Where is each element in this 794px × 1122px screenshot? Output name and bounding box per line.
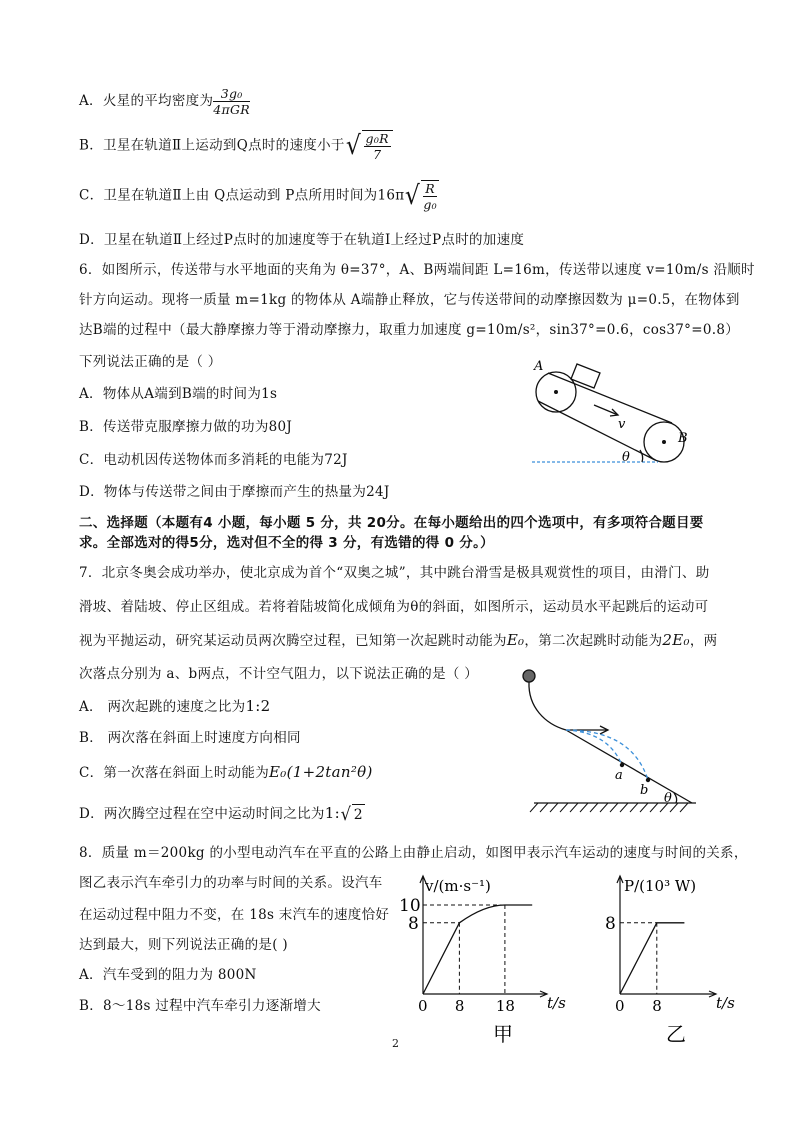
q8-stem-line3: 在运动过程中阻力不变，在 18s 末汽车的速度恰好 — [79, 907, 390, 923]
velocity-time-chart — [399, 868, 585, 1050]
q6-stem-line2: 针方向运动。现将一质量 m=1kg 的物体从 A端静止释放，它与传送带间的动摩擦因数为 μ=0.5，在物体到 — [79, 292, 740, 308]
tick-label-y-8: 8 — [408, 913, 419, 934]
q7-option-c: C．第一次落在斜面上时动能为E₀(1+2tan²θ) — [79, 763, 373, 781]
chart-jia-xlabel: t/s — [547, 994, 566, 1012]
q6-stem-line4: 下列说法正确的是（ ） — [79, 354, 222, 370]
q6-stem-line1: 6．如图所示，传送带与水平地面的夹角为 θ=37°，A、B两端间距 L=16m，传送带以速度 v=10m/s 沿顺时 — [79, 262, 755, 278]
q7-option-a: A． 两次起跳的速度之比为1:2 — [79, 697, 271, 715]
q8-stem-line1: 8．质量 m＝200kg 的小型电动汽车在平直的公路上由静止启动，如图甲表示汽车运动的速度与时间的关系， — [79, 845, 748, 861]
tick-label-y-10: 10 — [399, 896, 421, 916]
series-line — [620, 923, 684, 994]
section-two-heading-line1: 二、选择题（本题有4 小题，每小题 5 分，共 20分。在每小题给出的四个选项中，有多项符合题目要 — [79, 515, 704, 531]
page-number: 2 — [392, 1037, 399, 1050]
section-two-heading-line2: 求。全部选对的得5分，选对但不全的得 3 分，有选错的得 0 分。） — [79, 535, 494, 551]
diagram-label-b: B — [678, 431, 688, 446]
q6-option-c: C．电动机因传送物体而多消耗的电能为72J — [79, 452, 348, 468]
chart-yi-ylabel: P/(10³ W) — [624, 877, 697, 895]
q6-option-b: B．传送带克服摩擦力做的功为80J — [79, 419, 293, 435]
diagram-label-a: A — [534, 359, 544, 374]
conveyor-belt-diagram — [528, 358, 688, 470]
tick-label-x-0: 0 — [615, 997, 625, 1015]
q5-option-d: D．卫星在轨道Ⅱ上经过P点时的加速度等于在轨道Ⅰ上经过P点时的加速度 — [79, 232, 525, 248]
q7-stem-line2: 滑坡、着陆坡、停止区组成。若将着陆坡简化成倾角为θ的斜面，如图所示，运动员水平起跳后的运动可 — [79, 599, 709, 615]
diagram-label-v: v — [618, 417, 626, 432]
q7-option-d: D．两次腾空过程在空中运动时间之比为1:√ 2 — [79, 803, 363, 825]
diagram-point-a: a — [615, 768, 623, 783]
tick-label-x-8: 8 — [454, 997, 465, 1015]
q7-stem-line1: 7．北京冬奥会成功举办，使北京成为首个“双奥之城”，其中跳台滑雪是极具观赏性的项目，由滑门、助 — [79, 565, 710, 581]
q8-option-b: B．8～18s 过程中汽车牵引力逐渐增大 — [79, 998, 321, 1014]
q5-b-radical: $\frac{\text{g₀R}}{7}$ — [362, 130, 393, 162]
diagram-angle-theta: θ — [664, 791, 672, 806]
tick-label-x-8: 8 — [652, 997, 662, 1015]
diagram-point-b: b — [640, 783, 649, 798]
q7-stem-line3: 视为平抛运动，研究某运动员两次腾空过程，已知第一次起跳时动能为E₀，第二次起跳时动能为2E₀，两 — [79, 631, 718, 649]
chart-yi-xlabel: t/s — [716, 994, 735, 1012]
chart-jia-ylabel: v/(m·s⁻¹) — [425, 877, 491, 895]
chart-jia-title: 甲 — [493, 1022, 513, 1046]
q5-a-fraction: $\frac{\text{3g₀}}{\text{4πGR}}$ — [213, 86, 251, 117]
q8-stem-line4: 达到最大，则下列说法正确的是( ) — [79, 937, 288, 953]
q8-option-a: A．汽车受到的阻力为 800N — [79, 967, 257, 983]
q6-stem-line3: 达B端的过程中（最大静摩擦力等于滑动摩擦力，取重力加速度 g=10m/s²，sin37°=0.6，cos37°=0.8） — [79, 322, 740, 338]
diagram-label-theta: θ — [622, 450, 630, 465]
ski-jump-diagram — [520, 662, 700, 822]
q6-option-a: A．物体从A端到B端的时间为1s — [79, 386, 278, 402]
power-time-chart — [604, 868, 754, 1050]
q5-c-radical: $\frac{R}{\text{g₀}}$ — [421, 180, 439, 212]
q7-option-b: B． 两次落在斜面上时速度方向相同 — [79, 730, 301, 746]
q5-option-b: B．卫星在轨道Ⅱ上运动到Q点时的速度小于√ $\frac{\text{g₀R}}{7}$ — [79, 130, 393, 162]
series-line — [423, 905, 532, 994]
q7-stem-line4: 次落点分别为 a、b两点，不计空气阻力，以下说法正确的是（ ） — [79, 666, 479, 682]
q5-option-c: C．卫星在轨道Ⅱ上由 Q点运动到 P点所用时间为16π√ $\frac{R}{\text{g₀}}$ — [79, 180, 439, 212]
tick-label-x-0: 0 — [418, 997, 428, 1015]
q5-option-a: A．火星的平均密度为 $\frac{\text{3g₀}}{\text{4πGR}}$ — [79, 86, 251, 117]
chart-yi-title: 乙 — [666, 1022, 686, 1046]
tick-label-x-18: 18 — [495, 997, 515, 1015]
q6-option-d: D．物体与传送带之间由于摩擦而产生的热量为24J — [79, 484, 390, 500]
tick-label-y-8: 8 — [605, 913, 616, 934]
q8-stem-line2: 图乙表示汽车牵引力的功率与时间的关系。设汽车 — [79, 875, 383, 891]
